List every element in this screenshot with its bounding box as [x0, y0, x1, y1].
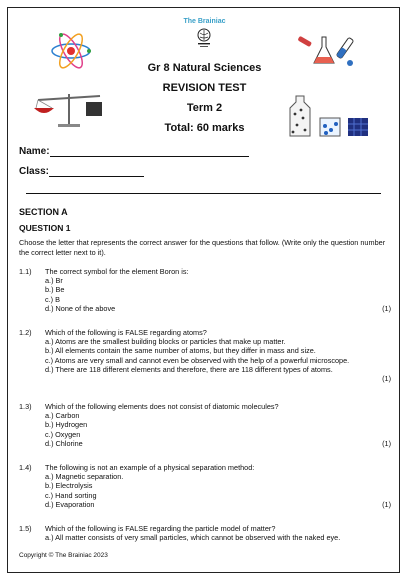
total-marks: Total: 60 marks	[164, 122, 245, 134]
mark-allocation: (1)	[382, 438, 391, 448]
option-a: a.) Atoms are the smallest building blocks or particles that make up matter.	[45, 337, 286, 347]
copyright-footer: Copyright © The Brainiac 2023	[19, 552, 108, 559]
brain-logo	[194, 27, 214, 49]
option-c: c.) Oxygen	[45, 429, 81, 439]
class-label: Class:	[19, 166, 50, 177]
atom-icon	[50, 30, 92, 72]
class-field[interactable]	[19, 166, 144, 177]
lab-equipment-icon	[296, 33, 358, 69]
question-number: 1.4)	[19, 463, 32, 472]
question-1-2	[19, 328, 391, 383]
class-blank-line	[49, 166, 144, 177]
option-c: c.) Atoms are very small and cannot even be observed with the help of a powerful microscope.	[45, 355, 350, 365]
instructions-text: Choose the letter that represents the correct answer for the questions that follow. (Write only the question number the correct letter next to it).	[19, 238, 386, 257]
question-text: The following is not an example of a physical separation method:	[45, 463, 255, 472]
page-title: Gr 8 Natural Sciences	[147, 62, 262, 74]
question-text: The correct symbol for the element Boron is:	[45, 267, 189, 276]
option-a: a.) Br	[45, 276, 63, 286]
option-c: c.) B	[45, 294, 60, 304]
question-1-4	[19, 463, 391, 509]
section-heading: SECTION A	[19, 207, 68, 217]
name-field[interactable]	[19, 146, 249, 157]
question-text: Which of the following is FALSE regarding the particle model of matter?	[45, 524, 276, 533]
question-number: 1.2)	[19, 328, 32, 337]
name-blank-line	[50, 146, 249, 157]
term-label: Term 2	[186, 102, 223, 114]
name-label: Name:	[19, 146, 50, 157]
question-number: 1.5)	[19, 524, 32, 533]
option-d: d.) There are 118 different elements and therefore, there are 118 different types of atoms.	[45, 364, 333, 374]
question-text: Which of the following elements does not consist of diatomic molecules?	[45, 402, 279, 411]
balance-scale-icon	[30, 90, 108, 130]
option-b: b.) Be	[45, 285, 65, 295]
question-text: Which of the following is FALSE regarding atoms?	[45, 328, 207, 337]
option-a: a.) All matter consists of very small particles, which cannot be observed with the naked eye.	[45, 533, 341, 543]
mark-allocation: (1)	[382, 303, 391, 313]
mark-allocation: (1)	[382, 374, 391, 384]
option-a: a.) Magnetic separation.	[45, 472, 124, 482]
mark-allocation: (1)	[382, 499, 391, 509]
option-b: b.) Hydrogen	[45, 420, 88, 430]
option-b: b.) All elements contain the same number of atoms, but they differ in mass and size.	[45, 346, 316, 356]
option-d: d.) None of the above (1)	[45, 303, 391, 313]
option-a: a.) Carbon	[45, 411, 80, 421]
test-type: REVISION TEST	[162, 82, 247, 94]
option-c: c.) Hand sorting	[45, 490, 97, 500]
particles-jars-icon	[286, 94, 374, 138]
option-b: b.) Electrolysis	[45, 481, 93, 491]
question-heading: QUESTION 1	[19, 223, 71, 233]
mark-row	[45, 374, 391, 383]
question-1-1	[19, 267, 391, 313]
question-number: 1.3)	[19, 402, 32, 411]
divider-line	[26, 193, 381, 194]
question-1-5	[19, 524, 391, 542]
question-number: 1.1)	[19, 267, 32, 276]
brand-name: The Brainiac	[183, 18, 226, 25]
option-d: d.) Chlorine (1)	[45, 438, 391, 448]
option-d: d.) Evaporation (1)	[45, 499, 391, 509]
question-1-3	[19, 402, 391, 448]
